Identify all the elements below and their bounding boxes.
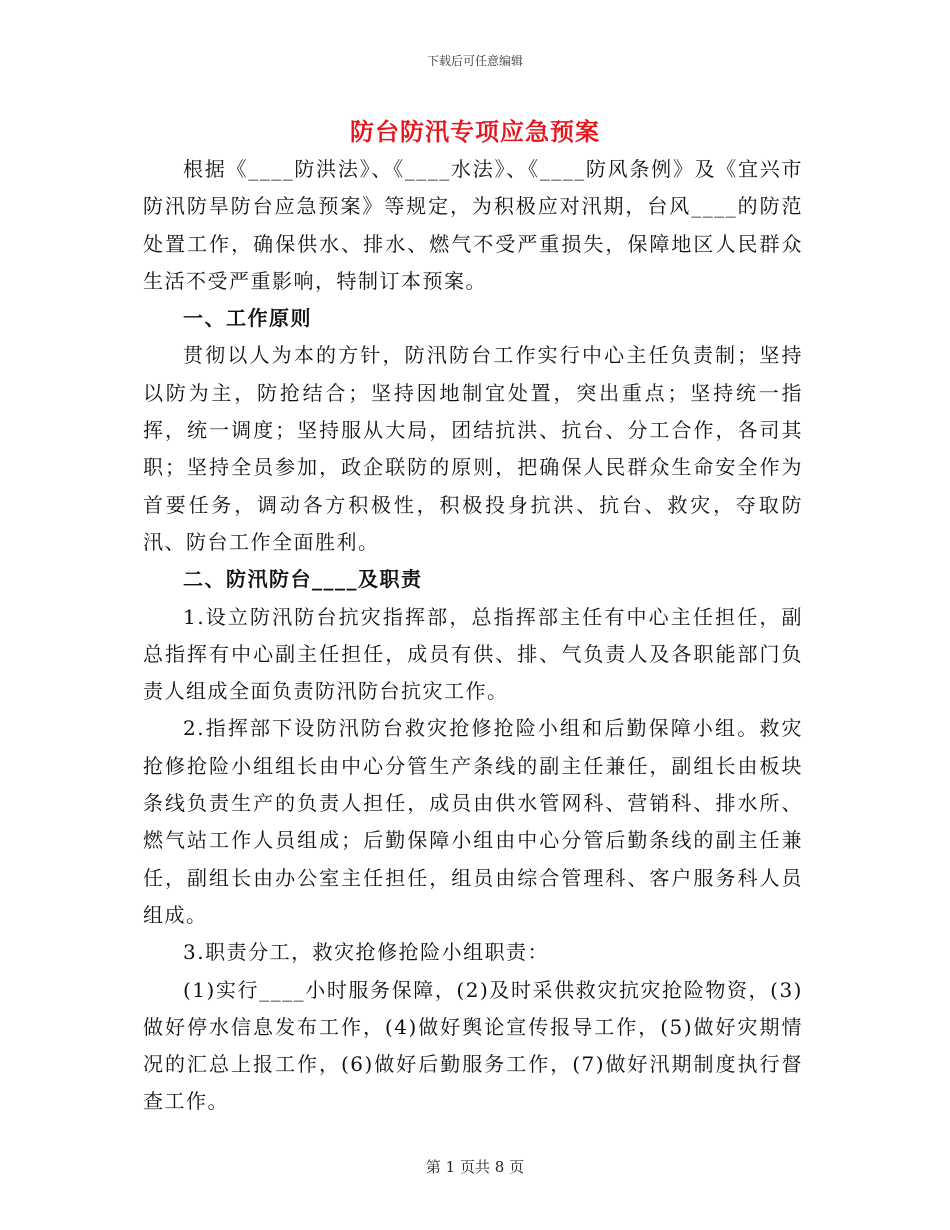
document-title: 防台防汛专项应急预案	[350, 117, 600, 146]
organization-item-1: 1.设立防汛防台抗灾指挥部，总指挥部主任有中心主任担任，副总指挥有中心副主任担任，成员有供、排、气负责人及各职能部门负责人组成全面负责防汛防台抗灾工作。	[143, 604, 803, 704]
section-heading-principles: 一、工作原则	[183, 306, 312, 331]
organization-item-3: 3.职责分工，救灾抢修抢险小组职责：	[183, 940, 550, 965]
page-number: 第 1 页共 8 页	[425, 1158, 525, 1176]
organization-item-2: 2.指挥部下设防汛防台救灾抢修抢险小组和后勤保障小组。救灾抢修抢险小组组长由中心分管生产条线的副主任兼任，副组长由板块条线负责生产的负责人担任，成员由供水管网科、营销科、排水所、燃气站工作人员组成；后勤保障小组由中心分管后勤条线的副主任兼任，副组长由办公室主任担任，组员由综合管理科、客户服务科人员组成。	[143, 716, 803, 927]
intro-paragraph: 根据《____防洪法》、《____水法》、《____防风条例》及《宜兴市防汛防旱防台应急预案》等规定，为积极应对汛期，台风____的防范处置工作，确保供水、排水、燃气不受严重损失，保障地区人民群众生活不受严重影响，特制订本预案。	[143, 157, 803, 293]
duties-list-paragraph: (1)实行____小时服务保障，(2)及时采供救灾抗灾抢险物资，(3)做好停水信息发布工作，(4)做好舆论宣传报导工作，(5)做好灾期情况的汇总上报工作，(6)做好后勤服务工作，(7)做好汛期制度执行督查工作。	[143, 977, 803, 1114]
header-note: 下载后可任意编辑	[426, 54, 523, 68]
section-heading-organization: 二、防汛防台____及职责	[183, 567, 423, 592]
document-body	[143, 151, 803, 1121]
principles-paragraph: 贯彻以人为本的方针，防汛防台工作实行中心主任负责制；坚持以防为主，防抢结合；坚持因地制宜处置，突出重点；坚持统一指挥，统一调度；坚持服从大局，团结抗洪、抗台、分工合作，各司其职；坚持全员参加，政企联防的原则，把确保人民群众生命安全作为首要任务，调动各方积极性，积极投身抗洪、抗台、救灾，夺取防汛、防台工作全面胜利。	[143, 343, 803, 554]
